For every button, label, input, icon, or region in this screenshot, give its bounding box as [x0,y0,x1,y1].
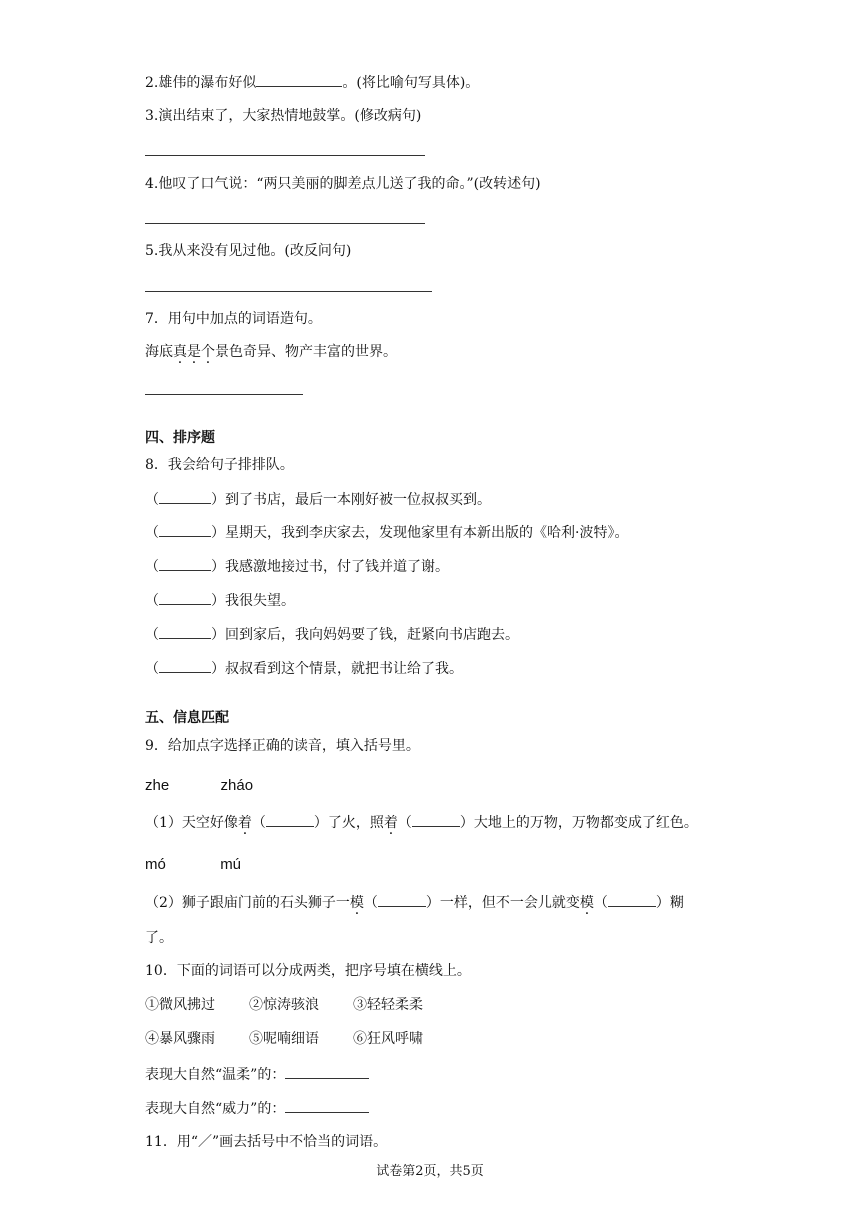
open-paren: （ [145,525,159,541]
power-answer [145,1098,369,1119]
word-row-2 [145,1029,423,1049]
q9s1-text: （1）天空好像 [145,815,238,831]
order-blank-3[interactable] [159,556,211,571]
pinyin-option: mó [145,856,166,873]
ordering-text: ）我感激地接过书，付了钱并道了谢。 [211,559,449,575]
question-8-title: 8．我会给句子排排队。 [145,457,294,473]
word-option: ②惊涛骇浪 [249,997,319,1013]
order-blank-2[interactable] [159,522,211,537]
pinyin-options-2 [145,855,241,875]
ordering-text: ）叔叔看到这个情景，就把书让给了我。 [211,661,463,677]
ordering-text: ）回到家后，我向妈妈要了钱，赶紧向书店跑去。 [211,627,519,643]
page-footer: 试卷第2页，共5页 [376,1164,484,1179]
q9s2-text: ）糊 [655,895,684,911]
open-paren: （ [363,895,378,911]
q9s2-blank-2[interactable] [608,892,656,907]
question-4: 4.他叹了口气说：“两只美丽的脚差点儿送了我的命。”(改转述句) [145,176,541,192]
word-option: ⑤呢喃细语 [249,1031,319,1047]
ordering-item-1 [145,489,491,510]
dotted-char: 模 [579,895,594,911]
order-blank-4[interactable] [159,590,211,605]
dotted-char: 着 [237,815,252,831]
q9-sentence-2-cont: 了。 [145,930,173,946]
order-blank-5[interactable] [159,624,211,639]
question-2 [145,72,479,93]
dotted-char: 个 [201,344,215,360]
q4-answer-line[interactable] [145,223,425,224]
dotted-char: 是 [187,344,201,360]
ordering-item-5 [145,624,519,645]
order-blank-6[interactable] [159,658,211,673]
q3-answer-line[interactable] [145,155,425,156]
word-option: ⑥狂风呼啸 [353,1031,423,1047]
ordering-item-6 [145,658,463,679]
word-option: ③轻轻柔柔 [353,997,423,1013]
gentle-answer [145,1064,369,1085]
open-paren: （ [145,627,159,643]
question-10-title: 10．下面的词语可以分成两类，把序号填在横线上。 [145,963,471,979]
q9s1-text: ）大地上的万物，万物都变成了红色。 [459,815,698,831]
q7-answer-line[interactable] [145,394,303,395]
power-blank[interactable] [285,1098,369,1113]
open-paren: （ [397,815,412,831]
ordering-text: ）星期天，我到李庆家去，发现他家里有本新出版的《哈利·波特》。 [211,525,629,541]
dotted-char: 真 [173,344,187,360]
ordering-text: ）我很失望。 [211,593,295,609]
q5-answer-line[interactable] [145,291,432,292]
power-label: 表现大自然“威力”的： [145,1101,286,1117]
ordering-item-2 [145,522,628,543]
q9s1-text: ）了火，照 [313,815,384,831]
ordering-text: ）到了书店，最后一本刚好被一位叔叔买到。 [211,492,491,508]
word-option: ④暴风骤雨 [145,1031,215,1047]
word-row-1 [145,995,423,1015]
q9s2-text: ）一样，但不一会儿就变 [425,895,580,911]
q9-sentence-1 [145,812,698,833]
open-paren: （ [145,492,159,508]
open-paren: （ [145,559,159,575]
question-5: 5.我从来没有见过他。(改反问句) [145,243,352,259]
question-7-title: 7．用句中加点的词语造句。 [145,311,322,327]
q9s1-blank-1[interactable] [266,812,314,827]
ordering-item-4 [145,590,295,611]
section-5-heading: 五、信息匹配 [145,710,229,726]
word-option: ①微风拂过 [145,997,215,1013]
q9s2-text: （2）狮子跟庙门前的石头狮子一 [145,895,350,911]
q2-prefix: 2.雄伟的瀑布好似 [145,75,257,91]
q2-suffix: 。(将比喻句写具体)。 [342,75,480,91]
q7-sentence-pre: 海底 [145,344,173,360]
pinyin-options-1 [145,776,253,796]
pinyin-option: mú [220,856,242,873]
question-9-title: 9．给加点字选择正确的读音，填入括号里。 [145,738,420,754]
dotted-char: 模 [349,895,364,911]
open-paren: （ [593,895,608,911]
q2-blank[interactable] [256,72,342,87]
section-4-heading: 四、排序题 [145,430,215,446]
open-paren: （ [251,815,266,831]
question-3: 3.演出结束了，大家热情地鼓掌。(修改病句) [145,108,422,124]
q7-sentence-post: 景色奇异、物产丰富的世界。 [215,344,397,360]
question-7-sentence [145,342,397,362]
gentle-blank[interactable] [285,1064,369,1079]
dotted-char: 着 [383,815,398,831]
order-blank-1[interactable] [159,489,211,504]
question-11-title: 11．用“／”画去括号中不恰当的词语。 [145,1134,388,1150]
ordering-item-3 [145,556,449,577]
q9-sentence-2 [145,892,684,913]
open-paren: （ [145,593,159,609]
q9s2-blank-1[interactable] [378,892,426,907]
pinyin-option: zhe [145,777,170,794]
q9s1-blank-2[interactable] [412,812,460,827]
gentle-label: 表现大自然“温柔”的： [145,1067,286,1083]
open-paren: （ [145,661,159,677]
pinyin-option: zháo [220,777,254,794]
